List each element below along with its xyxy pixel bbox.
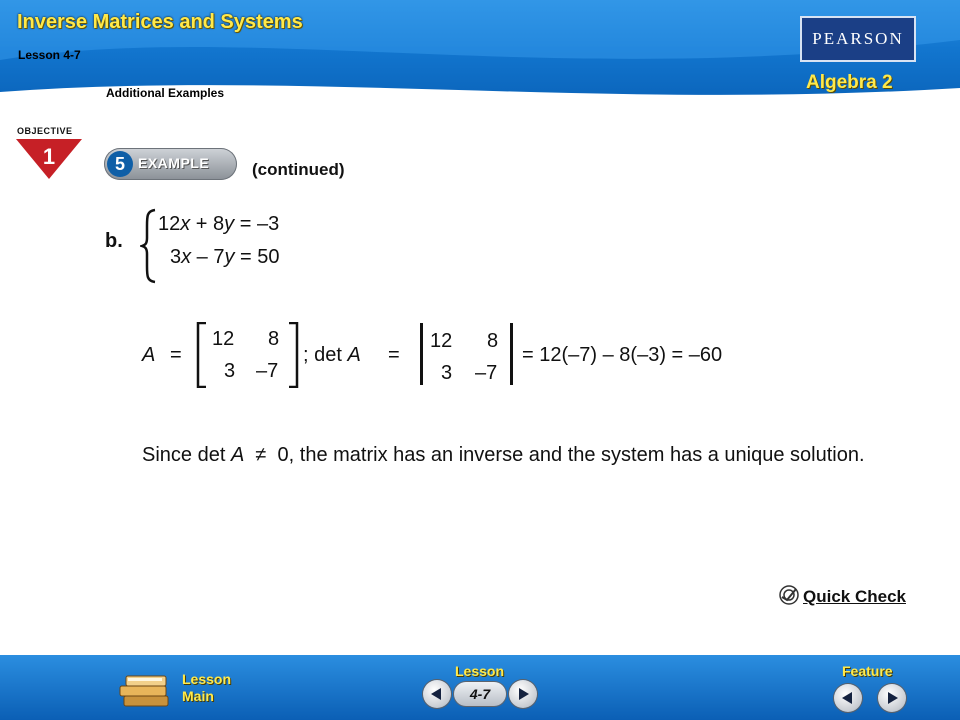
section-subtitle: Additional Examples xyxy=(106,86,225,100)
course-title: Algebra 2 xyxy=(806,72,893,93)
det-left-bar xyxy=(420,323,423,385)
feature-prev-button[interactable] xyxy=(834,684,862,712)
matrix-equals: = xyxy=(170,344,182,366)
part-label: b. xyxy=(105,230,123,252)
matrix-cell-2-1: 3 xyxy=(224,360,236,382)
lesson-prev-button[interactable] xyxy=(423,680,451,708)
book-stack-icon[interactable] xyxy=(118,670,174,710)
system-equation-2: 3x – 7y = 50 xyxy=(170,246,280,268)
conclusion-text: Since det A ≠ 0, the matrix has an inverse and the system has a unique solution. xyxy=(142,444,865,466)
lesson-next-button[interactable] xyxy=(509,680,537,708)
header-banner xyxy=(0,0,960,108)
matrix-cell-1-1: 12 xyxy=(212,328,235,350)
pearson-logo: PEARSON xyxy=(800,16,916,62)
example-label: EXAMPLE xyxy=(138,155,210,171)
det-right-bar xyxy=(510,323,513,385)
lesson-main-link[interactable]: Lesson Main xyxy=(182,671,232,704)
objective-label: OBJECTIVE xyxy=(17,126,73,136)
objective-number: 1 xyxy=(42,144,56,169)
page-title: Inverse Matrices and Systems xyxy=(17,11,303,33)
system-equation-1: 12x + 8y = –3 xyxy=(158,213,280,235)
chevron-right-icon xyxy=(888,692,898,704)
feature-nav-label: Feature xyxy=(842,663,893,679)
chevron-left-icon xyxy=(842,692,852,704)
det-label: ; det A xyxy=(303,344,361,366)
det-equals: = xyxy=(388,344,400,366)
example-badge xyxy=(104,148,237,180)
chevron-left-icon xyxy=(431,688,441,700)
matrix-cell-1-2: 8 xyxy=(268,328,280,350)
objective-badge-icon xyxy=(14,137,84,181)
chevron-right-icon xyxy=(519,688,529,700)
matrix-name: A xyxy=(142,344,156,366)
det-cell-1-1: 12 xyxy=(430,330,453,352)
system-brace xyxy=(140,208,158,284)
det-cell-2-1: 3 xyxy=(441,362,453,384)
det-cell-2-2: –7 xyxy=(475,362,498,384)
quick-check-icon[interactable] xyxy=(778,584,800,606)
matrix-cell-2-2: –7 xyxy=(256,360,279,382)
matrix-right-bracket xyxy=(287,322,299,388)
quick-check-link[interactable]: Quick Check xyxy=(803,587,906,606)
det-result: = 12(–7) – 8(–3) = –60 xyxy=(522,344,723,366)
continued-label: (continued) xyxy=(252,160,345,179)
feature-next-button[interactable] xyxy=(878,684,906,712)
lesson-number-badge: 4-7 xyxy=(454,682,506,706)
example-number: 5 xyxy=(107,151,133,177)
lesson-number: Lesson 4-7 xyxy=(18,48,81,62)
lesson-nav-label: Lesson xyxy=(455,663,505,679)
matrix-left-bracket xyxy=(196,322,208,388)
det-cell-1-2: 8 xyxy=(487,330,499,352)
